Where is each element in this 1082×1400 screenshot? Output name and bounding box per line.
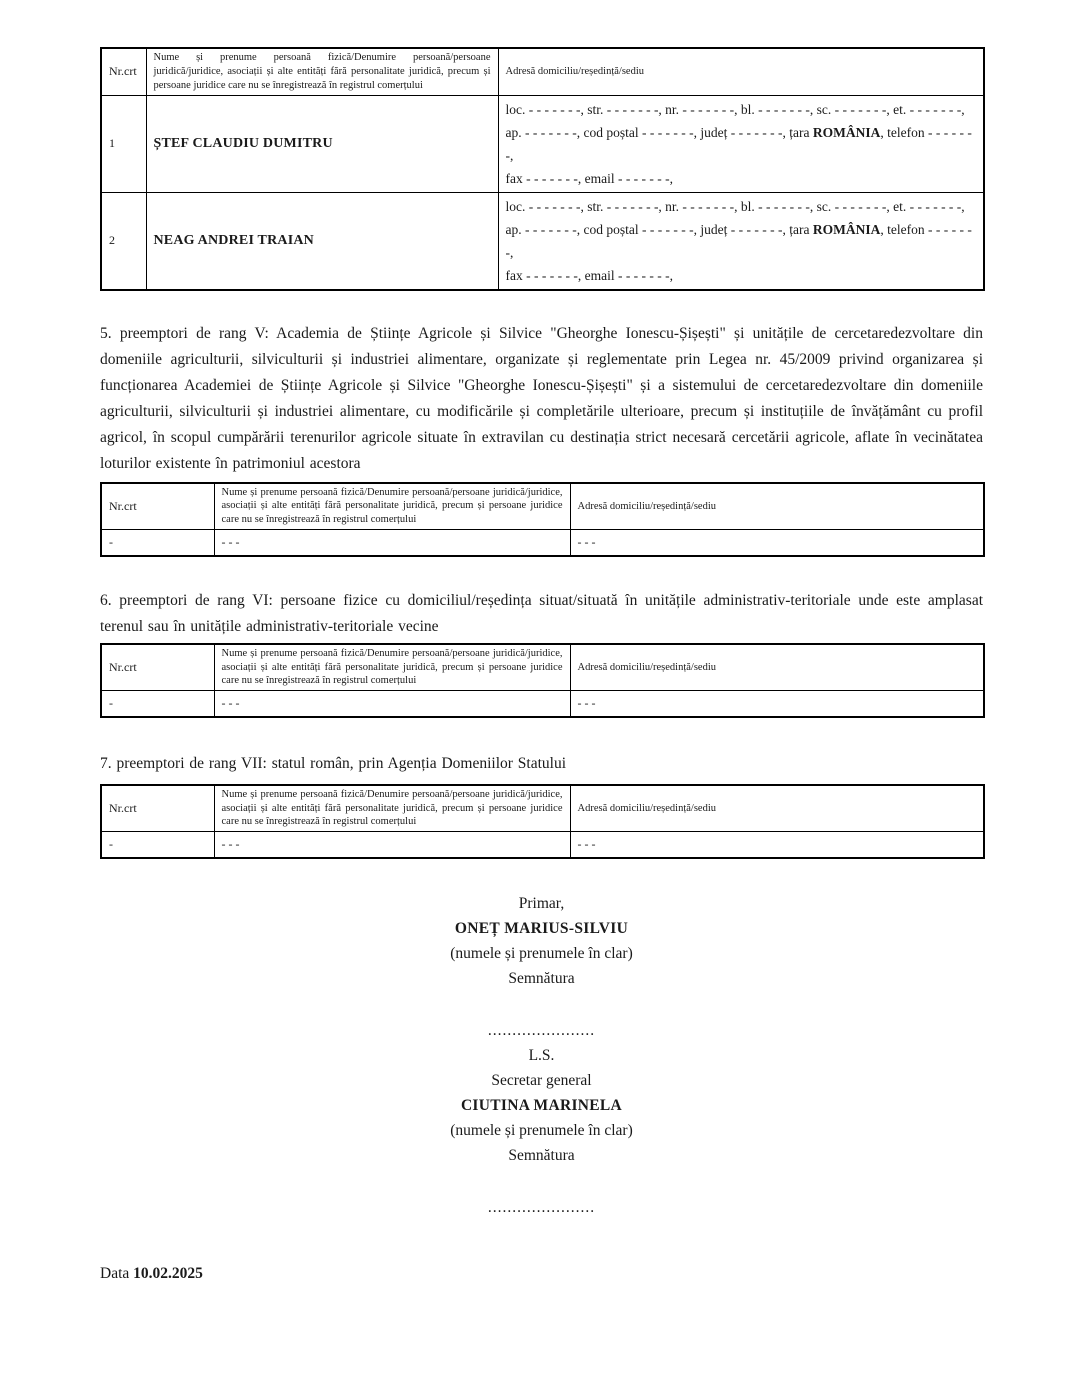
header-nr-crt: Nr.crt (101, 48, 146, 95)
paragraph-rank-vii: 7. preemptori de rang VII: statul român, prin Agenția Domeniilor Statului (100, 754, 567, 772)
rank-v-table (100, 482, 985, 557)
rank-vii-table (100, 784, 985, 859)
header-nr-crt: Nr.crt (101, 785, 214, 832)
header-address-column: Adresă domiciliu/reședință/sediu (570, 483, 984, 530)
header-name-column: Nume și prenume persoană fizică/Denumire persoană/persoane juridică/juridice, asociații și alte entități fără personalitate juridică, precum și persoane juridice care nu se înregistrează în registrul comerțului (214, 644, 570, 691)
address-line1: loc. - - - - - - -, str. - - - - - - -, nr. - - - - - - -, bl. - - - - - - -, sc. - - - - - - -, et. - - - - - - -, (505, 198, 965, 214)
rank-vi-table (100, 643, 985, 718)
secretary-signature-label: Semnătura (508, 1146, 575, 1164)
empty-table-row (101, 832, 984, 858)
header-name-column: Nume și prenume persoană fizică/Denumire persoană/persoane juridică/juridice, asociații și alte entități fără personalitate juridică, precum și persoane juridice care nu se înregistrează în registrul comerțului (214, 785, 570, 832)
rank-vi-table-section (100, 643, 983, 718)
row-number: 1 (101, 95, 146, 192)
mayor-role-label: Primar, (518, 894, 565, 912)
country-name: ROMÂNIA (812, 124, 881, 140)
empty-name: - - - (214, 691, 570, 717)
preemptors-table (100, 47, 985, 291)
secretary-signature-block (100, 1043, 983, 1220)
address-line2-pre: ap. - - - - - - -, cod poștal - - - - - - -, județ - - - - - - -, țara (505, 124, 813, 140)
empty-address: - - - (570, 832, 984, 858)
mayor-signature-dots: ...................... (487, 1021, 596, 1039)
table-header-row (101, 48, 984, 95)
preemptors-table-section (100, 47, 983, 291)
empty-table-row (101, 691, 984, 717)
header-name-column: Nume și prenume persoană fizică/Denumire persoană/persoane juridică/juridice, asociații și alte entități fără personalitate juridică, precum și persoane juridice care nu se înregistrează în registrul comerțului (146, 48, 498, 95)
date-value: 10.02.2025 (133, 1264, 203, 1282)
empty-name: - - - (214, 530, 570, 556)
mayor-signature-label: Semnătura (508, 969, 575, 987)
table-header-row (101, 483, 984, 530)
empty-address: - - - (570, 530, 984, 556)
mayor-name: ONEȚ MARIUS-SILVIU (454, 919, 629, 937)
rank-vii-table-section (100, 784, 983, 859)
secretary-signature-dots: ...................... (487, 1198, 596, 1216)
empty-name: - - - (214, 832, 570, 858)
person-name: NEAG ANDREI TRAIAN (146, 192, 498, 290)
rank-v-table-section (100, 482, 983, 557)
empty-table-row (101, 530, 984, 556)
header-name-column: Nume și prenume persoană fizică/Denumire persoană/persoane juridică/juridice, asociații și alte entități fără personalitate juridică, precum și persoane juridice care nu se înregistrează în registrul comerțului (214, 483, 570, 530)
table-header-row (101, 785, 984, 832)
address-line3: fax - - - - - - -, email - - - - - - -, (505, 170, 674, 186)
row-number: 2 (101, 192, 146, 290)
mayor-name-note: (numele și prenumele în clar) (450, 944, 633, 962)
empty-nr: - (101, 691, 214, 717)
date-label: Data (100, 1264, 130, 1282)
secretary-role-label: Secretar general (491, 1071, 592, 1089)
paragraph-rank-v: 5. preemptori de rang V: Academia de Științe Agricole și Silvice "Gheorghe Ionescu-Șișești" și unitățile de cercetaredezvoltare din domeniile agriculturii, silviculturii și industriei alimentare, organizate și reglementate prin Legea nr. 45/2009 privind organizarea și funcționarea Academiei de Științe Agricole și Silvice "Gheorghe Ionescu-Șișești" și a sistemului de cercetaredezvoltare din domeniile agriculturii, silviculturii și industriei alimentare, cu modificările și completările ulterioare, precum și instituțiile de învățământ cu profil agricol, în scopul cumpărării terenurilor agricole situate în extravilan cu destinația strict necesară cercetării agricole, aflate în vecinătatea loturilor existente în patrimoniul acestora (100, 324, 983, 472)
secretary-name-note: (numele și prenumele în clar) (450, 1121, 633, 1139)
header-address-column: Adresă domiciliu/reședință/sediu (498, 48, 984, 95)
ls-stamp-label: L.S. (528, 1046, 555, 1064)
header-nr-crt: Nr.crt (101, 644, 214, 691)
signature-area (100, 891, 983, 1220)
address-line2-post: , telefon - - - - - - -, (505, 124, 972, 163)
table-row (101, 95, 984, 192)
header-address-column: Adresă domiciliu/reședință/sediu (570, 785, 984, 832)
person-name: ȘTEF CLAUDIU DUMITRU (146, 95, 498, 192)
table-header-row (101, 644, 984, 691)
address-line1: loc. - - - - - - -, str. - - - - - - -, nr. - - - - - - -, bl. - - - - - - -, sc. - - - - - - -, et. - - - - - - -, (505, 101, 965, 117)
person-address (498, 95, 984, 192)
mayor-signature-block (100, 891, 983, 1043)
address-line3: fax - - - - - - -, email - - - - - - -, (505, 267, 674, 283)
document-date-line (100, 1265, 983, 1283)
empty-address: - - - (570, 691, 984, 717)
country-name: ROMÂNIA (812, 221, 881, 237)
table-row (101, 192, 984, 290)
secretary-name: CIUTINA MARINELA (460, 1096, 623, 1114)
address-line2-post: , telefon - - - - - - -, (505, 221, 972, 260)
empty-nr: - (101, 530, 214, 556)
person-address (498, 192, 984, 290)
address-line2-pre: ap. - - - - - - -, cod poștal - - - - - - -, județ - - - - - - -, țara (505, 221, 813, 237)
header-address-column: Adresă domiciliu/reședință/sediu (570, 644, 984, 691)
paragraph-rank-vi: 6. preemptori de rang VI: persoane fizice cu domiciliul/reședința situat/situată în unitățile administrativ-teritoriale unde este amplasat terenul sau în unitățile administrativ-teritoriale vecine (100, 591, 983, 635)
empty-nr: - (101, 832, 214, 858)
header-nr-crt: Nr.crt (101, 483, 214, 530)
